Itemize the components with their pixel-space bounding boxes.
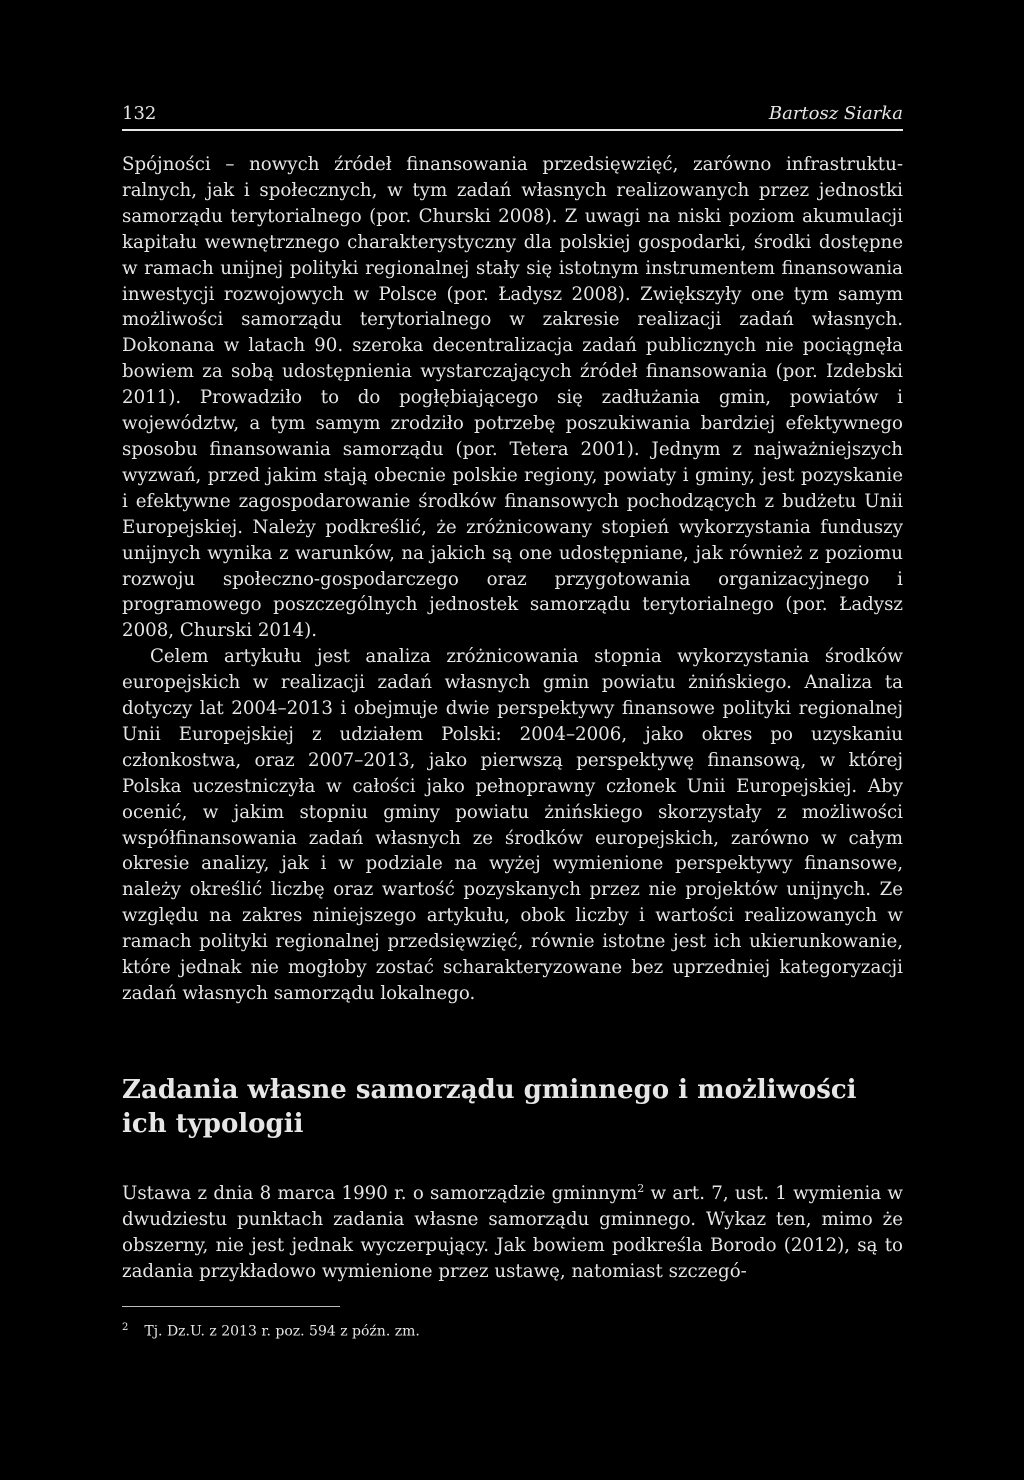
section-paragraph-rest: w art. 7, ust. 1 wymienia w dwudziestu punktach zadania własne samorządu gminnego. Wykaz ten, mimo że obszerny, nie jest jednak wyczerpujący. Jak bowiem podkreśla Borodo (2012), są to zadania przykładowo wymienione przez ustawę, natomiast szczegó- xyxy=(122,1183,903,1282)
section-heading: Zadania własne samorządu gminnego i możliwości ich typologii xyxy=(122,1075,857,1139)
section-paragraph-start: Ustawa z dnia 8 marca 1990 r. o samorządzie gminnym xyxy=(122,1183,638,1204)
paragraph-2: Celem artykułu jest analiza zróżnicowania stopnia wykorzystania środków europejskich w realizacji zadań własnych gmin powiatu żnińskiego. Analiza ta dotyczy lat 2004–2013 i obejmuje dwie perspektywy finansowe polityki regionalnej Unii Europejskiej z udziałem Polski: 2004–2006, jako okres po uzyskaniu członkostwa, oraz 2007–2013, jako pierwszą perspektywę finansową, w której Polska uczestniczyła w całości jako pełnoprawny członek Unii Europejskiej. Aby ocenić, w jakim stopniu gminy powiatu żnińskiego skorzystały z możliwości współfinansowania zadań własnych ze środków europejskich, zarówno w całym okresie analizy, jak i w podziale na wyżej wymienione perspektywy finansowe, należy określić liczbę oraz wartość pozyskanych przez nie projektów unijnych. Ze względu na zakres niniejszego artykułu, obok liczby i wartości realizowanych w ramach polityki regionalnej przedsięwzięć, równie istotne jest ich ukierunkowanie, które jednak nie mogłoby zostać scharakteryzowane bez uprzedniej kategoryzacji zadań własnych samorządu lokalnego. xyxy=(122,646,903,1004)
paragraph-1: Spójności – nowych źródeł finansowania przedsięwzięć, zarówno infrastrukturalnych, jak i społecznych, w tym zadań własnych realizowanych przez jednostki samorządu terytorialnego (por. Churski 2008). Z uwagi na niski poziom akumulacji kapitału wewnętrznego charakterystyczny dla polskiej gospodarki, środki dostępne w ramach unijnej polityki regionalnej stały się istotnym instrumentem finansowania inwestycji rozwojowych w Polsce (por. Ładysz 2008). Zwiększyły one tym samym możliwości samorządu terytorialnego w zakresie realizacji zadań własnych. Dokonana w latach 90. szeroka decentralizacja zadań publicznych nie pociągnęła bowiem za sobą udostępnienia wystarczających źródeł finansowania (por. Izdebski 2011). Prowadziło to do pogłębiającego się zadłużania gmin, powiatów i województw, a tym samym zrodziło potrzebę poszukiwania bardziej efektywnego sposobu finansowania samorządu (por. Tetera 2001). Jednym z najważniejszych wyzwań, przed jakim stają obecnie polskie regiony, powiaty i gminy, jest pozyskanie i efektywne zagospodarowanie środków finansowych pochodzących z budżetu Unii Europejskiej. Należy podkreślić, że zróżnicowany stopień wykorzystania funduszy unijnych wynika z warunków, na jakich są one udostępniane, jak również z poziomu rozwoju społeczno-gospodarczego oraz przygotowania organizacyjnego i programowego poszczególnych jednostek samorządu terytorialnego (por. Ładysz 2008, Churski 2014). xyxy=(122,154,903,642)
footnote-text: Tj. Dz.U. z 2013 r. poz. 594 z późn. zm. xyxy=(144,1323,420,1340)
main-text xyxy=(122,152,903,1007)
footnote xyxy=(122,1318,903,1342)
footnote-divider xyxy=(122,1306,340,1307)
footnote-reference: 2 xyxy=(637,1181,645,1195)
running-header-author: Bartosz Siarka xyxy=(768,103,903,124)
footnote-mark: 2 xyxy=(122,1322,129,1333)
running-header xyxy=(122,101,903,131)
section-text xyxy=(122,1181,903,1285)
section-paragraph xyxy=(122,1181,903,1285)
page-number: 132 xyxy=(122,103,157,124)
